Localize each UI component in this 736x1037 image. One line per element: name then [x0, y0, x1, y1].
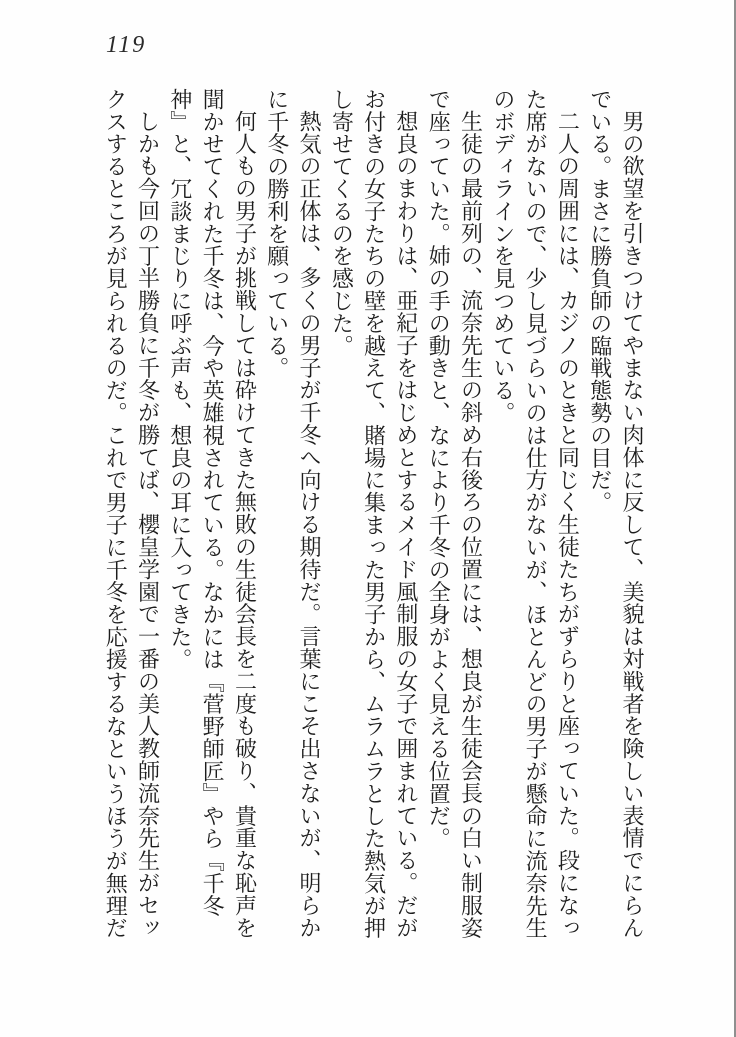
paragraph: しかも今回の丁半勝負に千冬が勝てば、櫻皇学園で一番の美人教師流奈先生がセックスするところが見られるのだ。これで男子に千冬を応援するなというほうが無理だ: [103, 88, 161, 940]
paragraph: 熱気の正体は、多くの男子が千冬へ向ける期待だ。言葉にこそ出さないが、明らかに千冬の勝利を願っている。: [264, 88, 323, 939]
paragraph: 二人の周囲には、カジノのときと同じく生徒たちがずらりと座っていた。段になった席がないので、少し見づらいのは仕方がないが、ほとんどの男子が懸命に流奈先生のボディラインを見つめている。: [490, 88, 581, 940]
paragraph: 生徒の最前列の、流奈先生の斜め右後ろの位置には、想良が生徒会長の白い制服姿で座っていた。姉の手の動きと、なにより千冬の全身がよく見える位置だ。: [426, 88, 484, 939]
paragraph: 何人もの男子が挑戦しては砕けてきた無敗の生徒会長を二度も破り、貴重な恥声を聞かせてくれた千冬は、今や英雄視されている。なかには『菅野師匠』やら『千冬神』と、冗談まじりに呼ぶ声も、想良の耳に入ってきた。: [167, 88, 258, 939]
body-text: [48, 88, 648, 943]
paragraph: 想良のまわりは、亜紀子をはじめとするメイド風制服の女子で囲まれている。だがお付きの女子たちの壁を越えて、賭場に集まった男子から、ムラムラとした熱気が押し寄せてくるのを感じた。: [329, 88, 419, 940]
paragraph: 男の欲望を引きつけてやまない肉体に反して、美貌は対戦者を険しい表情でにらんでいる。まさに勝負師の臨戦態勢の目だ。: [587, 88, 645, 939]
page-number: 119: [106, 32, 147, 58]
